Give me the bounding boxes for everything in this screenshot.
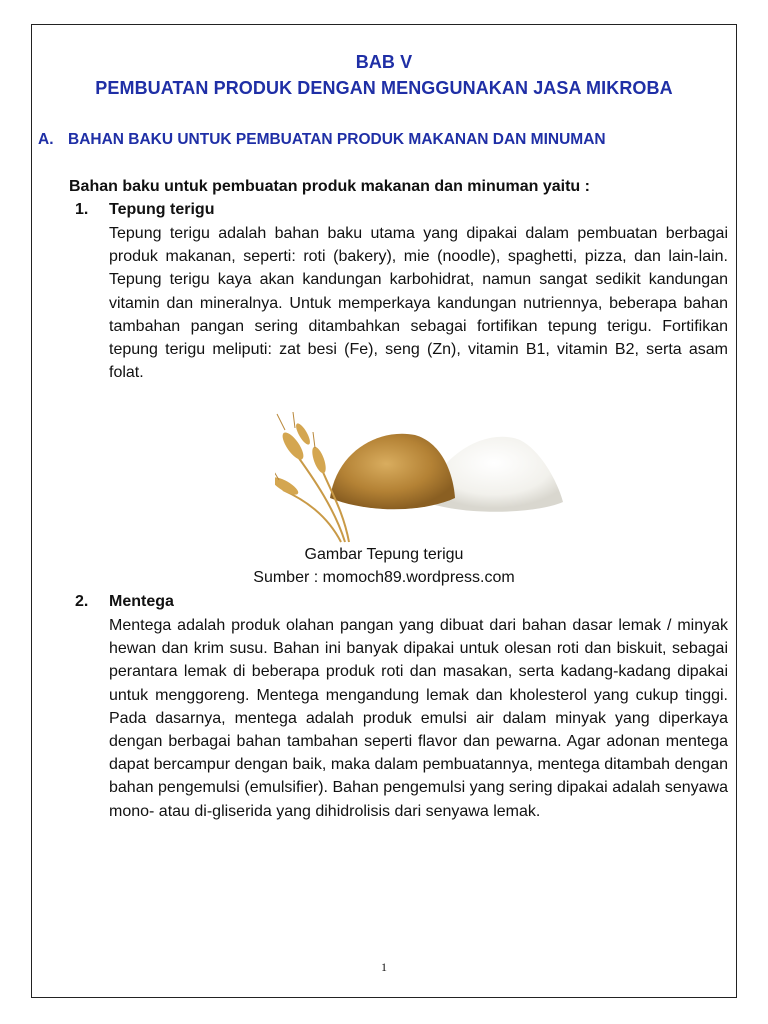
figure-caption: Gambar Tepung terigu <box>304 546 464 563</box>
section-title: BAHAN BAKU UNTUK PEMBUATAN PRODUK MAKANAN DAN MINUMAN <box>68 131 606 148</box>
item-number: 2. <box>75 593 89 610</box>
section-letter: A. <box>38 131 54 148</box>
item-body-mentega: Mentega adalah produk olahan pangan yang dibuat dari bahan dasar lemak / minyak hewan dan krim susu. Bahan ini banyak dipakai untuk olesan roti dan biskuit, sebagai perantara lemak di beberapa produk roti dan masakan, serta kadang-kadang dipakai untuk menggoreng. Mentega mengandung lemak dan kholesterol yang cukup tinggi. Pada dasarnya, mentega adalah produk emulsi air dalam minyak yang diperkaya dengan berbagai bahan tambahan seperti flavor dan pewarna. Agar adonan mentega dapat bercampur dengan baik, maka dalam pembuatannya, mentega ditambah dengan bahan pengemulsi (emulsifier). Bahan pengemulsi yang sering dipakai adalah senyawa mono- atau di-gliserida yang dihidrolisis dari senyawa lemak. <box>109 617 728 820</box>
chapter-title: PEMBUATAN PRODUK DENGAN MENGGUNAKAN JASA MIKROBA <box>95 78 673 98</box>
item-heading-tepung-terigu: Tepung terigu <box>109 201 215 218</box>
item-body-tepung-terigu: Tepung terigu adalah bahan baku utama yang dipakai dalam pembuatan berbagai produk makanan, seperti: roti (bakery), mie (noodle), spaghetti, pizza, dan lain-lain. Tepung terigu kaya akan kandungan karbohidrat, namun sangat sedikit kandungan vitamin dan mineralnya. Untuk memperkaya kandungan nutriennya, beberapa bahan tambahan pangan sering ditambahkan sebagai fortifikan tepung terigu. Fortifikan tepung terigu meliputi: zat besi (Fe), seng (Zn), vitamin B1, vitamin B2, serta asam folat. <box>109 225 728 382</box>
intro-text: Bahan baku untuk pembuatan produk makanan dan minuman yaitu : <box>69 178 590 195</box>
figure-source: Sumber : momoch89.wordpress.com <box>253 569 515 586</box>
page-number: 1 <box>381 960 387 974</box>
item-heading-mentega: Mentega <box>109 593 174 610</box>
item-number: 1. <box>75 201 89 218</box>
wheat-and-flour-illustration <box>275 410 565 545</box>
wheat-flour-image <box>275 410 565 545</box>
section-heading <box>38 131 606 149</box>
chapter-label: BAB V <box>355 52 413 72</box>
